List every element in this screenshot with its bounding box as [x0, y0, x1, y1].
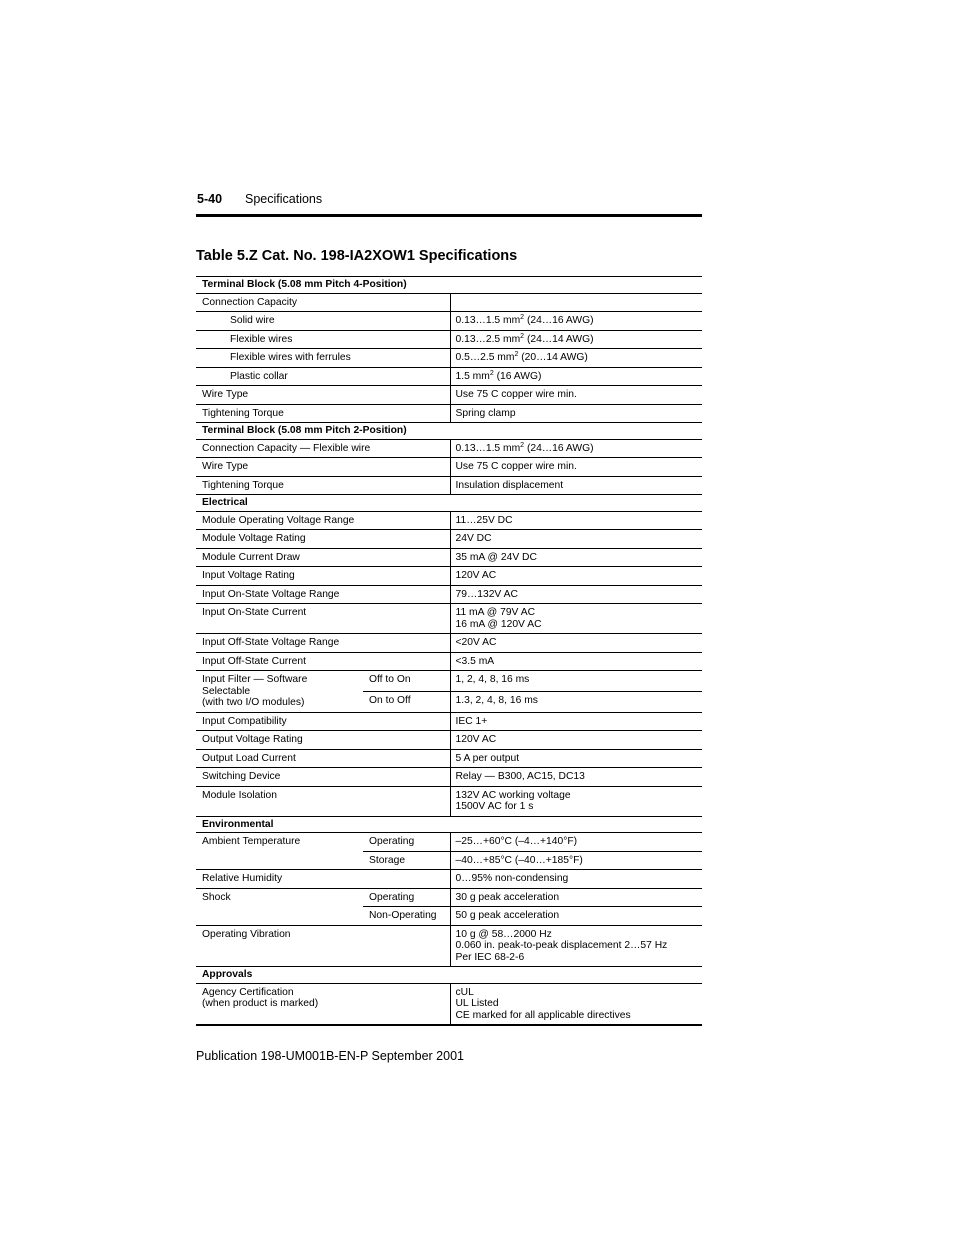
table-row: Switching Device Relay — B300, AC15, DC13	[196, 768, 702, 787]
table-row: Output Load Current 5 A per output	[196, 749, 702, 768]
footer: Publication 198-UM001B-EN-P September 2001	[196, 1049, 464, 1063]
spec-table	[196, 276, 702, 1026]
table-row: Storage –40…+85°C (–40…+185°F)	[196, 851, 702, 870]
section-row: Approvals	[196, 967, 702, 984]
table-row: Input Filter — Software Selectable (with two I/O modules) Off to On 1, 2, 4, 8, 16 ms	[196, 671, 702, 692]
section-row: Terminal Block (5.08 mm Pitch 4-Position)	[196, 277, 702, 294]
table-row: Ambient Temperature Operating –25…+60°C (–4…+140°F)	[196, 833, 702, 852]
section-name: Specifications	[245, 192, 323, 206]
section-row: Environmental	[196, 816, 702, 833]
table-row: Wire Type Use 75 C copper wire min.	[196, 458, 702, 477]
table-row: Shock Operating 30 g peak acceleration	[196, 888, 702, 907]
table-title: Table 5.Z Cat. No. 198-IA2XOW1 Specifications	[196, 248, 518, 264]
table-row: Connection Capacity — Flexible wire 0.13…1.5 $mm^2$ (24…16 AWG)	[196, 439, 702, 458]
table-row: Module Isolation 132V AC working voltage 1500V AC for 1 s	[196, 786, 702, 816]
table-row: Module Current Draw 35 mA @ 24V DC	[196, 548, 702, 567]
table-row: On to Off 1.3, 2, 4, 8, 16 ms	[196, 691, 702, 712]
table-row: Wire Type Use 75 C copper wire min.	[196, 386, 702, 405]
table-row: Input On-State Current 11 mA @ 79V AC 16 mA @ 120V AC	[196, 604, 702, 634]
table-row: Agency Certification (when product is marked) cUL UL Listed CE marked for all applicable directives	[196, 983, 702, 1025]
table-row: Plastic collar 1.5 $mm^2$ (16 AWG)	[196, 367, 702, 386]
table-row: Tightening Torque Insulation displacement	[196, 476, 702, 495]
page-header	[197, 192, 702, 206]
table-row: Input Off-State Current <3.5 mA	[196, 652, 702, 671]
header-rule	[196, 214, 702, 217]
table-row: Solid wire 0.13…1.5 $mm^2$ (24…16 AWG)	[196, 312, 702, 331]
table-row: Input Compatibility IEC 1+	[196, 712, 702, 731]
table-row: Input Off-State Voltage Range <20V AC	[196, 634, 702, 653]
table-row: Module Operating Voltage Range 11…25V DC	[196, 511, 702, 530]
section-row: Electrical	[196, 495, 702, 512]
table-row: Connection Capacity	[196, 293, 702, 312]
table-row: Input Voltage Rating 120V AC	[196, 567, 702, 586]
table-row: Output Voltage Rating 120V AC	[196, 731, 702, 750]
table-row: Flexible wires 0.13…2.5 $mm^2$ (24…14 AWG)	[196, 330, 702, 349]
table-row: Input On-State Voltage Range 79…132V AC	[196, 585, 702, 604]
table-row: Flexible wires with ferrules 0.5…2.5 $mm^2$ (20…14 AWG)	[196, 349, 702, 368]
table-row: Operating Vibration 10 g @ 58…2000 Hz 0.060 in. peak-to-peak displacement 2…57 Hz Per IEC 68-2-6	[196, 925, 702, 967]
table-row: Module Voltage Rating 24V DC	[196, 530, 702, 549]
table-row: Non-Operating 50 g peak acceleration	[196, 907, 702, 926]
section-row: Terminal Block (5.08 mm Pitch 2-Position)	[196, 423, 702, 440]
page-number: 5-40	[197, 192, 223, 206]
table-row: Relative Humidity 0…95% non-condensing	[196, 870, 702, 889]
table-row: Tightening Torque Spring clamp	[196, 404, 702, 423]
